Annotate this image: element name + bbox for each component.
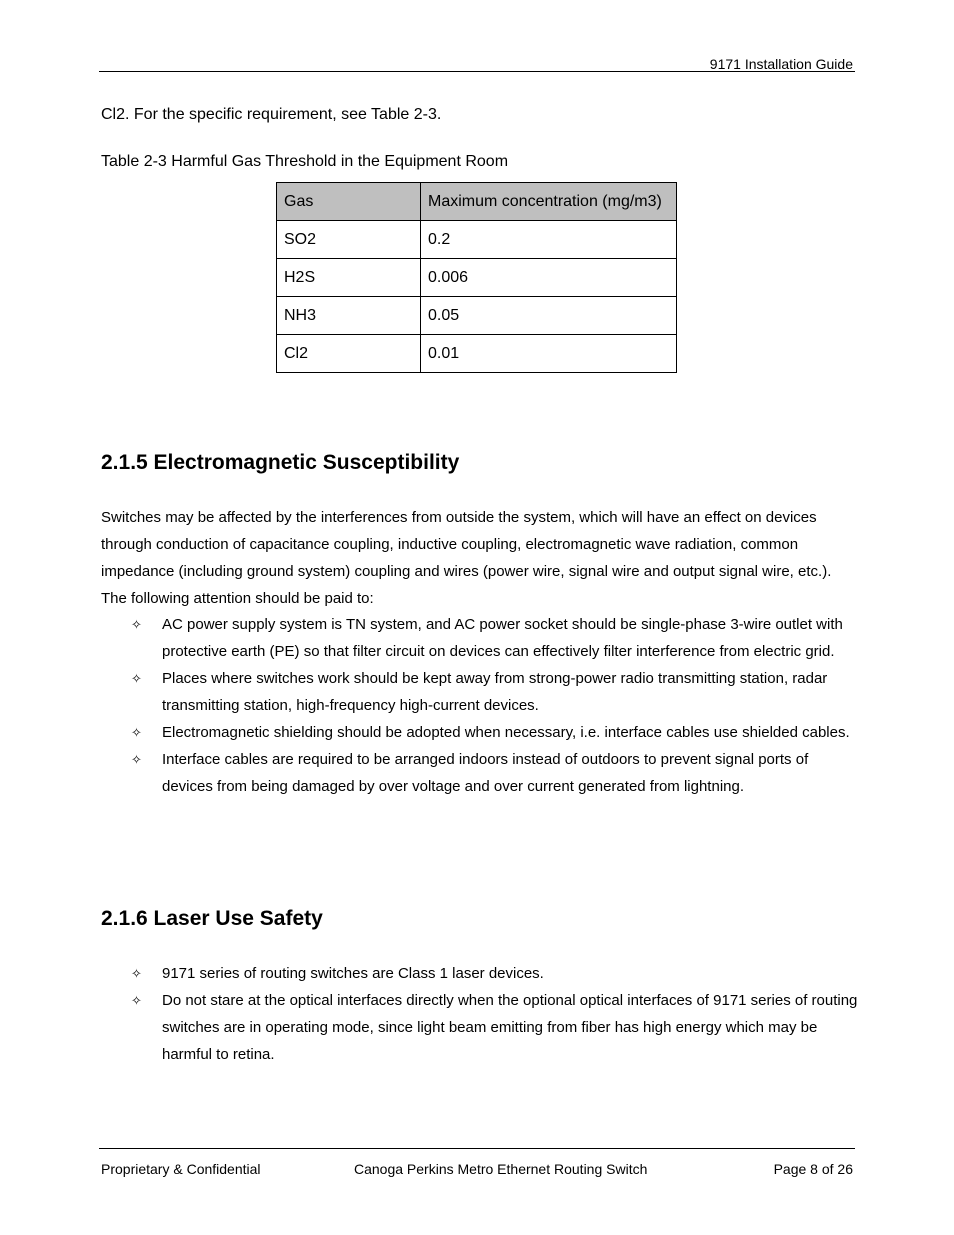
table-cell-gas: NH3 — [277, 297, 421, 335]
list-item — [131, 746, 861, 800]
footer-divider — [99, 1148, 855, 1149]
section-heading-electromagnetic-susceptibility: 2.1.5 Electromagnetic Susceptibility — [101, 451, 460, 474]
table-cell-concentration: 0.05 — [421, 297, 677, 335]
table-row — [277, 221, 677, 259]
footer-product-name: Canoga Perkins Metro Ethernet Routing Switch — [354, 1161, 648, 1177]
list-item — [131, 665, 861, 719]
bullet-diamond-icon: ✧ — [131, 966, 142, 981]
column-header-max-concentration: Maximum concentration (mg/m3) — [421, 183, 677, 221]
column-header-gas: Gas — [277, 183, 421, 221]
section-paragraph: Switches may be affected by the interferences from outside the system, which will have an effect on devices through conduction of capacitance coupling, inductive coupling, electromagnetic wave radiation, common impedance (including ground system) coupling and wires (power wire, signal wire and output signal wire, etc.). The following attention should be paid to: — [101, 509, 832, 607]
bullet-diamond-icon: ✧ — [131, 617, 142, 632]
bullet-diamond-icon: ✧ — [131, 752, 142, 767]
table-row — [277, 297, 677, 335]
list-item-text: AC power supply system is TN system, and AC power socket should be single-phase 3-wire outlet with protective earth (PE) so that filter circuit on devices can effectively filter interference from electric grid. — [162, 616, 843, 660]
table-cell-gas: SO2 — [277, 221, 421, 259]
table-cell-concentration: 0.006 — [421, 259, 677, 297]
table-cell-gas: Cl2 — [277, 335, 421, 373]
gas-threshold-table — [276, 182, 677, 373]
table-cell-gas: H2S — [277, 259, 421, 297]
table-cell-concentration: 0.01 — [421, 335, 677, 373]
list-item-text: 9171 series of routing switches are Class 1 laser devices. — [162, 965, 544, 982]
list-item — [131, 987, 861, 1068]
bullet-list-laser — [131, 960, 861, 1068]
table-row — [277, 259, 677, 297]
header-divider — [99, 71, 855, 72]
list-item-text: Interface cables are required to be arranged indoors instead of outdoors to prevent signal ports of devices from being damaged by over voltage and over current generated from lightning. — [162, 751, 809, 795]
footer-page-number: Page 8 of 26 — [773, 1161, 853, 1177]
bullet-diamond-icon: ✧ — [131, 725, 142, 740]
table-caption: Table 2-3 Harmful Gas Threshold in the Equipment Room — [101, 153, 509, 170]
list-item-text: Do not stare at the optical interfaces directly when the optional optical interfaces of 9171 series of routing switches are in operating mode, since light beam emitting from fiber has high energy which may be harmful to retina. — [162, 992, 858, 1063]
list-item-text: Electromagnetic shielding should be adopted when necessary, i.e. interface cables use shielded cables. — [162, 724, 850, 741]
table-cell-concentration: 0.2 — [421, 221, 677, 259]
header-title: 9171 Installation Guide — [709, 56, 853, 72]
intro-text: Cl2. For the specific requirement, see Table 2-3. — [101, 106, 442, 123]
bullet-diamond-icon: ✧ — [131, 993, 142, 1008]
list-item — [131, 960, 861, 987]
table-header-row — [277, 183, 677, 221]
footer-confidentiality: Proprietary & Confidential — [101, 1161, 261, 1177]
section-heading-laser-use-safety: 2.1.6 Laser Use Safety — [101, 907, 323, 930]
list-item-text: Places where switches work should be kept away from strong-power radio transmitting station, radar transmitting station, high-frequency high-current devices. — [162, 670, 828, 714]
list-item — [131, 611, 861, 665]
table-row — [277, 335, 677, 373]
bullet-list-electromagnetic — [131, 611, 861, 800]
list-item — [131, 719, 861, 746]
bullet-diamond-icon: ✧ — [131, 671, 142, 686]
